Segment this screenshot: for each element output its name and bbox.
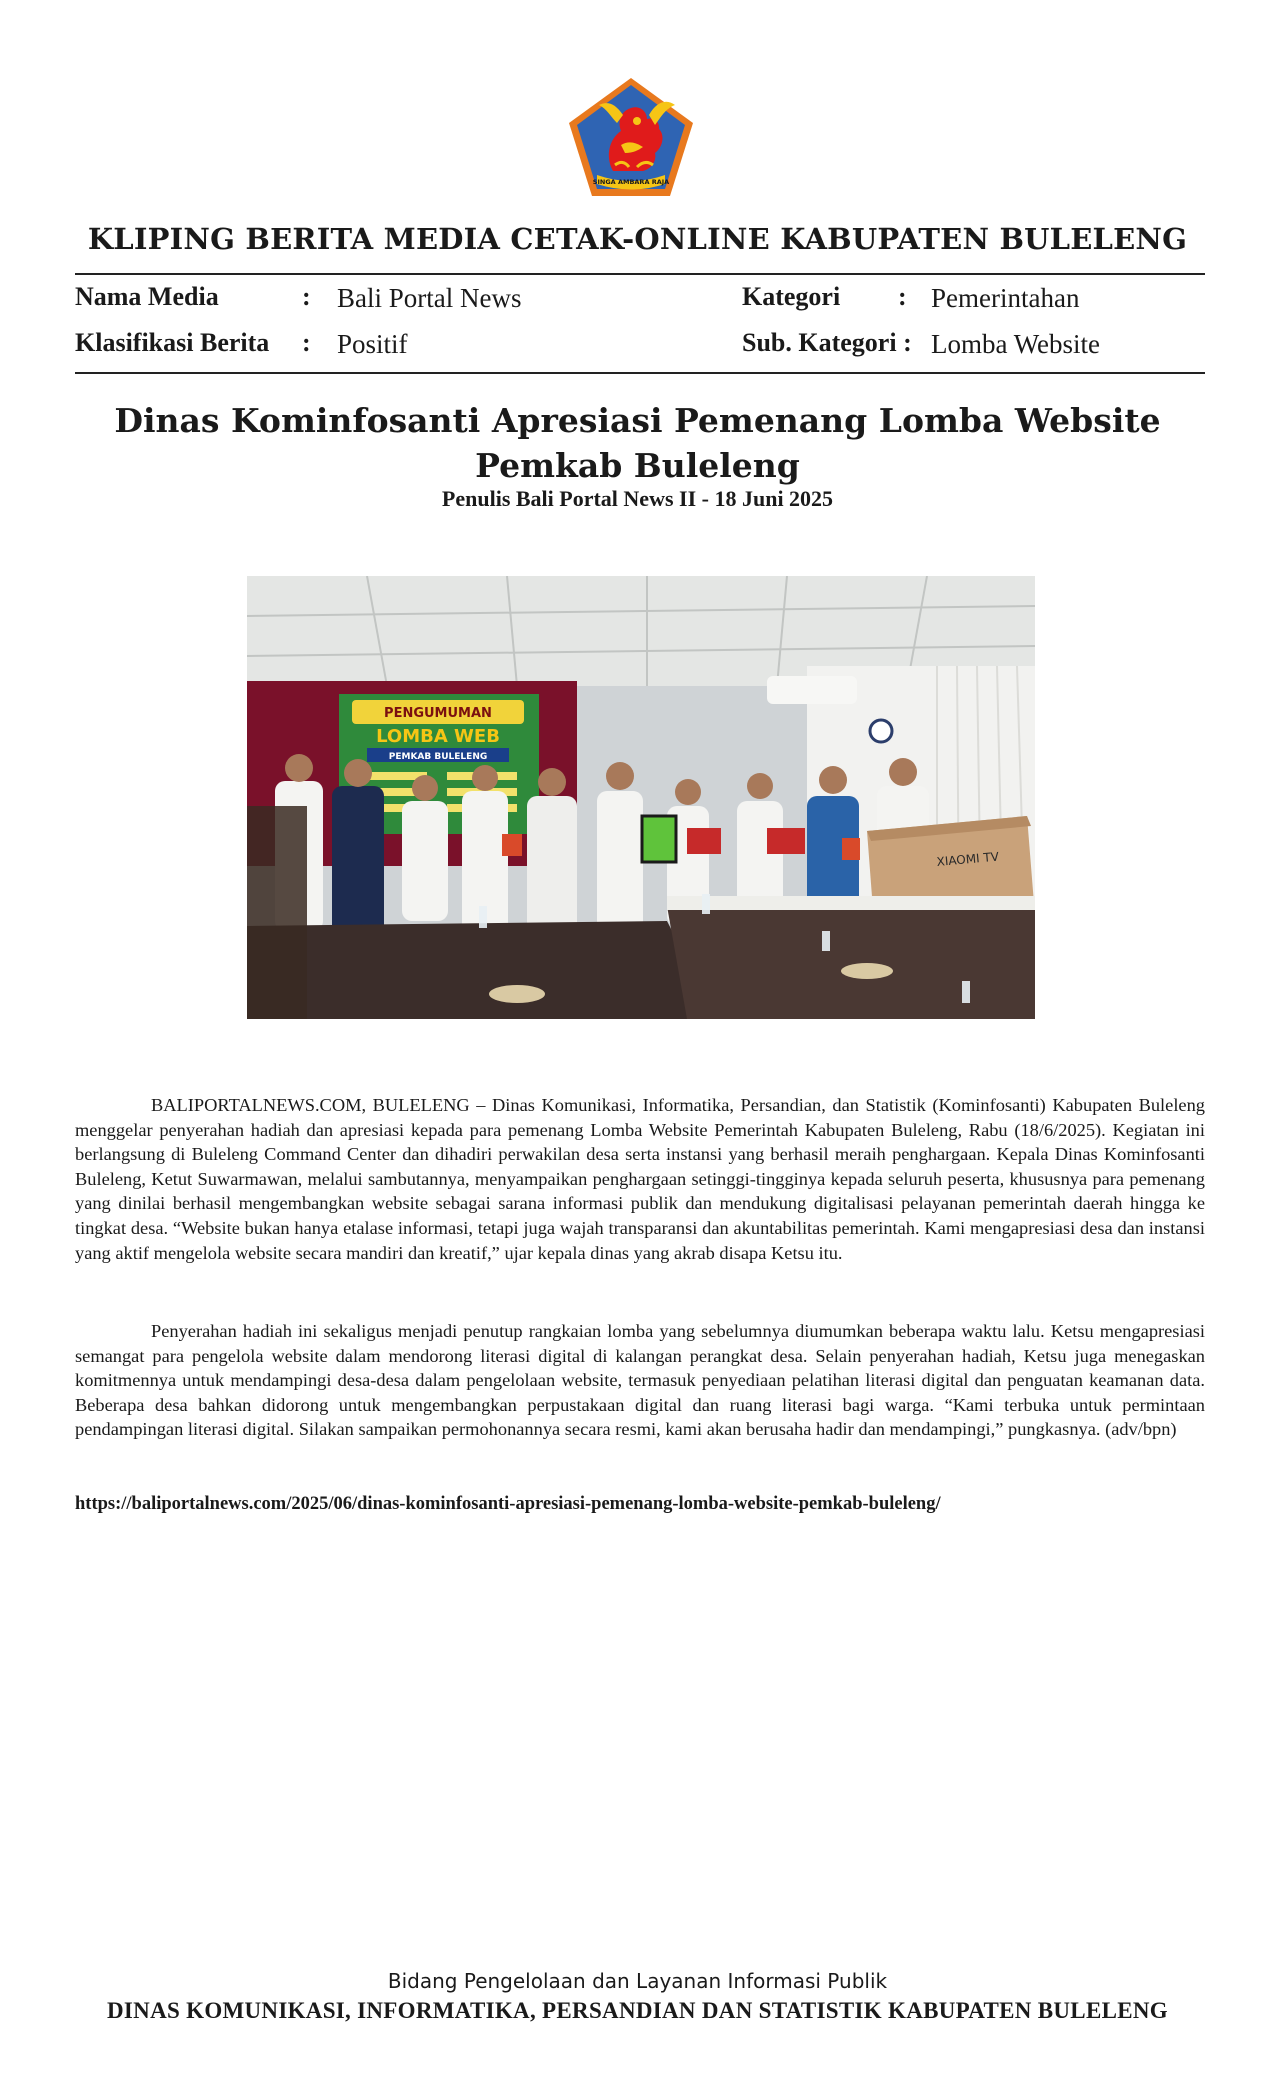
headline-line-1: Dinas Kominfosanti Apresiasi Pemenang Lomba Website <box>114 401 1161 440</box>
header-top-rule <box>75 273 1205 275</box>
media-colon: : <box>302 282 311 311</box>
screen-subtitle: LOMBA WEB <box>376 726 500 747</box>
headline-line-2: Pemkab Buleleng <box>475 446 800 485</box>
article-headline <box>100 398 1175 488</box>
article-paragraph-2: Penyerahan hadiah ini sekaligus menjadi penutup rangkaian lomba yang sebelumnya diumumkan beberapa waktu lalu. Ketsu mengapresiasi semangat para pengelola website dalam mendorong literasi digital di kalangan perangkat desa. Selain penyerahan hadiah, Ketsu juga menegaskan komitmennya untuk mendampingi desa-desa dalam pengelolaan website, termasuk penyediaan pelatihan literasi digital dan penguatan keamanan data. Beberapa desa bahkan didorong untuk mengembangkan perpustakaan digital dan ruang literasi bagi warga. “Kami terbuka untuk permintaan pendampingan literasi digital. Silakan sampaikan permohonannya secara resmi, kami akan berusaha hadir dan mendampingi,” pungkasnya. (adv/bpn) <box>75 1321 1205 1440</box>
clipping-header-title: KLIPING BERITA MEDIA CETAK-ONLINE KABUPATEN BULELENG <box>87 222 1188 256</box>
article-byline: Penulis Bali Portal News II - 18 Juni 2025 <box>441 486 834 511</box>
kategori-value: Pemerintahan <box>931 283 1080 313</box>
media-value: Bali Portal News <box>337 283 522 313</box>
kategori-label: Kategori <box>742 282 841 311</box>
subkategori-label: Sub. Kategori : <box>742 328 912 357</box>
klasifikasi-colon: : <box>302 328 311 357</box>
klasifikasi-value: Positif <box>337 329 408 359</box>
subkategori-value: Lomba Website <box>931 329 1101 359</box>
klasifikasi-label: Klasifikasi Berita <box>75 328 270 357</box>
source-url-link[interactable]: https://baliportalnews.com/2025/06/dinas-kominfosanti-apresiasi-pemenang-lomba-website-pemkab-buleleng/ <box>75 1494 941 1514</box>
header-bottom-rule <box>75 372 1205 374</box>
emblem-motto: SINGA AMBARA RAJA <box>592 178 670 186</box>
tv-box-brand: XIAOMI TV <box>936 849 1000 869</box>
media-label: Nama Media <box>75 282 219 311</box>
buleleng-emblem-logo <box>565 75 697 200</box>
kategori-colon: : <box>898 282 907 311</box>
screen-caption: PEMKAB BULELENG <box>388 752 488 762</box>
article-paragraph-1: BALIPORTALNEWS.COM, BULELENG – Dinas Komunikasi, Informatika, Persandian, dan Statistik (Kominfosanti) Kabupaten Buleleng menggelar penyerahan hadiah dan apresiasi kepada para pemenang Lomba Website Pemerintah Kabupaten Buleleng, Rabu (18/6/2025). Kegiatan ini berlangsung di Buleleng Command Center dan dihadiri perwakilan desa serta instansi yang berhasil meraih penghargaan. Kepala Dinas Kominfosanti Buleleng, Ketut Suwarmawan, melalui sambutannya, menyampaikan penghargaan setinggi-tingginya kepada seluruh peserta, khususnya para pemenang yang dinilai berhasil mengembangkan website sebagai sarana informasi publik dan mendukung digitalisasi pelayanan pemerintah daerah hingga ke tingkat desa. “Website bukan hanya etalase informasi, tetapi juga wajah transparansi dan akuntabilitas pemerintah. Kami mengapresiasi desa dan instansi yang aktif mengelola website secara mandiri dan kreatif,” ujar kepala dinas yang akrab disapa Ketsu itu. <box>75 1095 1205 1263</box>
footer-department-name: DINAS KOMUNIKASI, INFORMATIKA, PERSANDIAN DAN STATISTIK KABUPATEN BULELENG <box>107 1998 1168 2023</box>
footer-unit-name: Bidang Pengelolaan dan Layanan Informasi Publik <box>387 1969 888 1993</box>
article-photo <box>247 576 1035 1019</box>
screen-title: PENGUMUMAN <box>384 706 492 721</box>
